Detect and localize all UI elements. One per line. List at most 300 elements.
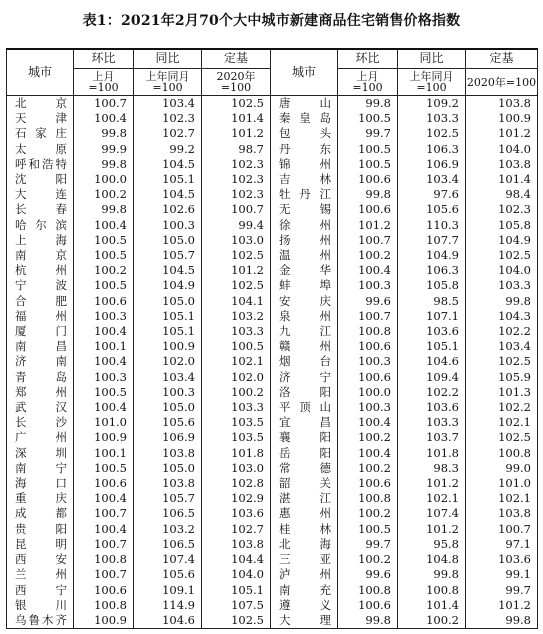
left-mom-value: 100.6 (74, 583, 134, 598)
left-fixed-value: 102.5 (202, 248, 271, 263)
right-fixed-value: 104.0 (466, 263, 538, 278)
table-row (7, 172, 538, 187)
left-yoy-value: 99.2 (134, 142, 202, 157)
left-mom-value: 100.4 (74, 218, 134, 233)
right-city-name: 湛江 (271, 491, 338, 506)
table-row (7, 370, 538, 385)
left-city-name: 重庆 (7, 491, 74, 506)
right-yoy-value: 109.4 (398, 370, 466, 385)
right-yoy-value: 107.1 (398, 309, 466, 324)
left-mom-value: 100.7 (74, 96, 134, 112)
left-fixed-value: 99.4 (202, 218, 271, 233)
left-fixed-value: 102.3 (202, 172, 271, 187)
left-city-name: 太原 (7, 142, 74, 157)
table-row (7, 552, 538, 567)
left-yoy-value: 105.6 (134, 567, 202, 582)
header-yoy-right: 同比 (398, 49, 466, 69)
left-yoy-value: 105.1 (134, 309, 202, 324)
left-city-name: 广州 (7, 430, 74, 445)
right-mom-value: 100.5 (338, 157, 398, 172)
right-mom-value: 100.8 (338, 491, 398, 506)
right-mom-value: 100.2 (338, 552, 398, 567)
table-row (7, 339, 538, 354)
left-mom-value: 100.7 (74, 567, 134, 582)
left-mom-value: 101.0 (74, 415, 134, 430)
right-city-name: 惠州 (271, 506, 338, 521)
left-mom-value: 100.4 (74, 400, 134, 415)
right-mom-value: 99.8 (338, 613, 398, 629)
left-yoy-value: 102.6 (134, 202, 202, 217)
left-mom-value: 100.4 (74, 111, 134, 126)
right-mom-value: 100.0 (338, 385, 398, 400)
right-yoy-value: 95.8 (398, 537, 466, 552)
right-mom-value: 100.2 (338, 248, 398, 263)
right-fixed-value: 101.2 (466, 598, 538, 613)
table-row (7, 111, 538, 126)
left-fixed-value: 101.8 (202, 446, 271, 461)
left-city-name: 天津 (7, 111, 74, 126)
table-row (7, 324, 538, 339)
table-row (7, 263, 538, 278)
table-row (7, 218, 538, 233)
left-mom-value: 100.4 (74, 522, 134, 537)
left-fixed-value: 104.0 (202, 567, 271, 582)
right-fixed-value: 99.8 (466, 294, 538, 309)
left-yoy-value: 100.3 (134, 218, 202, 233)
right-yoy-value: 103.3 (398, 415, 466, 430)
header-fixed-sub-right: 2020年=100 (466, 69, 538, 96)
right-mom-value: 99.6 (338, 294, 398, 309)
right-fixed-value: 101.0 (466, 476, 538, 491)
left-yoy-value: 102.0 (134, 354, 202, 369)
left-city-name: 合肥 (7, 294, 74, 309)
table-row (7, 96, 538, 112)
header-city-right: 城市 (271, 49, 338, 96)
right-city-name: 宜昌 (271, 415, 338, 430)
right-yoy-value: 103.4 (398, 172, 466, 187)
left-fixed-value: 103.8 (202, 537, 271, 552)
header-fixed-sub-left: 2020年 =100 (202, 69, 271, 96)
table-row (7, 522, 538, 537)
right-yoy-value: 102.1 (398, 491, 466, 506)
left-city-name: 北京 (7, 96, 74, 112)
right-city-name: 温州 (271, 248, 338, 263)
price-index-table (6, 48, 538, 629)
table-body (7, 96, 538, 629)
left-mom-value: 100.8 (74, 598, 134, 613)
right-fixed-value: 102.5 (466, 430, 538, 445)
right-fixed-value: 102.2 (466, 400, 538, 415)
right-city-name: 蚌埠 (271, 278, 338, 293)
left-fixed-value: 103.0 (202, 461, 271, 476)
right-mom-value: 99.6 (338, 567, 398, 582)
right-fixed-value: 99.7 (466, 583, 538, 598)
right-yoy-value: 101.2 (398, 476, 466, 491)
left-city-name: 长沙 (7, 415, 74, 430)
table-row (7, 506, 538, 521)
right-fixed-value: 102.1 (466, 491, 538, 506)
left-fixed-value: 100.7 (202, 202, 271, 217)
right-mom-value: 100.8 (338, 583, 398, 598)
table-row (7, 461, 538, 476)
left-mom-value: 100.1 (74, 446, 134, 461)
header-mom-sub-left: 上月 =100 (74, 69, 134, 96)
left-city-name: 兰州 (7, 567, 74, 582)
right-city-name: 常德 (271, 461, 338, 476)
left-city-name: 南宁 (7, 461, 74, 476)
right-yoy-value: 104.9 (398, 248, 466, 263)
table-row (7, 430, 538, 445)
right-fixed-value: 98.4 (466, 187, 538, 202)
right-yoy-value: 103.3 (398, 111, 466, 126)
right-fixed-value: 103.8 (466, 96, 538, 112)
right-mom-value: 100.5 (338, 111, 398, 126)
table-row (7, 613, 538, 629)
table-title: 表1：2021年2月70个大中城市新建商品住宅销售价格指数 (82, 13, 461, 29)
right-yoy-value: 110.3 (398, 218, 466, 233)
left-yoy-value: 103.2 (134, 522, 202, 537)
left-fixed-value: 102.5 (202, 613, 271, 629)
right-yoy-value: 98.3 (398, 461, 466, 476)
left-city-name: 石家庄 (7, 126, 74, 141)
right-city-name: 徐州 (271, 218, 338, 233)
right-city-name: 九江 (271, 324, 338, 339)
right-mom-value: 100.5 (338, 142, 398, 157)
left-yoy-value: 102.3 (134, 111, 202, 126)
left-mom-value: 100.7 (74, 506, 134, 521)
left-mom-value: 100.7 (74, 537, 134, 552)
left-yoy-value: 104.6 (134, 613, 202, 629)
left-city-name: 沈阳 (7, 172, 74, 187)
right-yoy-value: 106.3 (398, 263, 466, 278)
right-yoy-value: 102.2 (398, 385, 466, 400)
left-city-name: 南京 (7, 248, 74, 263)
left-fixed-value: 102.5 (202, 96, 271, 112)
left-fixed-value: 102.3 (202, 187, 271, 202)
left-fixed-value: 103.3 (202, 400, 271, 415)
left-mom-value: 100.6 (74, 476, 134, 491)
left-fixed-value: 101.4 (202, 111, 271, 126)
right-yoy-value: 107.7 (398, 233, 466, 248)
left-yoy-value: 105.0 (134, 294, 202, 309)
right-fixed-value: 101.4 (466, 172, 538, 187)
table-row (7, 446, 538, 461)
right-fixed-value: 102.1 (466, 415, 538, 430)
left-mom-value: 100.5 (74, 278, 134, 293)
right-mom-value: 100.4 (338, 415, 398, 430)
table-row (7, 294, 538, 309)
right-mom-value: 100.3 (338, 278, 398, 293)
header-fixed-left: 定基 (202, 49, 271, 69)
left-yoy-value: 104.5 (134, 157, 202, 172)
table-row (7, 415, 538, 430)
right-fixed-value: 99.1 (466, 567, 538, 582)
right-mom-value: 101.2 (338, 218, 398, 233)
right-mom-value: 100.6 (338, 202, 398, 217)
left-city-name: 济南 (7, 354, 74, 369)
left-fixed-value: 102.7 (202, 522, 271, 537)
header-yoy-left: 同比 (134, 49, 202, 69)
left-yoy-value: 103.8 (134, 446, 202, 461)
right-fixed-value: 103.4 (466, 339, 538, 354)
left-yoy-value: 100.9 (134, 339, 202, 354)
left-mom-value: 99.8 (74, 157, 134, 172)
right-yoy-value: 98.5 (398, 294, 466, 309)
left-fixed-value: 103.5 (202, 415, 271, 430)
left-city-name: 郑州 (7, 385, 74, 400)
right-city-name: 大理 (271, 613, 338, 629)
right-fixed-value: 100.9 (466, 111, 538, 126)
right-fixed-value: 103.3 (466, 278, 538, 293)
right-mom-value: 100.6 (338, 370, 398, 385)
right-city-name: 扬州 (271, 233, 338, 248)
left-fixed-value: 100.5 (202, 339, 271, 354)
right-yoy-value: 102.5 (398, 126, 466, 141)
left-mom-value: 100.0 (74, 172, 134, 187)
left-mom-value: 100.1 (74, 339, 134, 354)
right-city-name: 包头 (271, 126, 338, 141)
right-fixed-value: 100.8 (466, 446, 538, 461)
left-mom-value: 100.5 (74, 461, 134, 476)
right-city-name: 秦皇岛 (271, 111, 338, 126)
right-mom-value: 100.6 (338, 476, 398, 491)
right-city-name: 襄阳 (271, 430, 338, 445)
left-fixed-value: 103.5 (202, 430, 271, 445)
table-row (7, 583, 538, 598)
table-row (7, 157, 538, 172)
left-city-name: 成都 (7, 506, 74, 521)
table-row (7, 233, 538, 248)
right-fixed-value: 103.8 (466, 506, 538, 521)
left-yoy-value: 102.7 (134, 126, 202, 141)
table-row (7, 491, 538, 506)
left-yoy-value: 114.9 (134, 598, 202, 613)
left-mom-value: 100.9 (74, 613, 134, 629)
right-fixed-value: 100.7 (466, 522, 538, 537)
right-yoy-value: 103.6 (398, 324, 466, 339)
right-mom-value: 100.6 (338, 598, 398, 613)
left-fixed-value: 102.0 (202, 370, 271, 385)
right-fixed-value: 99.0 (466, 461, 538, 476)
left-mom-value: 100.8 (74, 552, 134, 567)
right-city-name: 三亚 (271, 552, 338, 567)
right-yoy-value: 104.6 (398, 354, 466, 369)
right-yoy-value: 101.4 (398, 598, 466, 613)
right-mom-value: 99.8 (338, 187, 398, 202)
right-yoy-value: 107.4 (398, 506, 466, 521)
right-city-name: 泸州 (271, 567, 338, 582)
header-mom-left: 环比 (74, 49, 134, 69)
left-fixed-value: 102.5 (202, 278, 271, 293)
right-mom-value: 100.7 (338, 233, 398, 248)
left-fixed-value: 103.3 (202, 324, 271, 339)
right-city-name: 济宁 (271, 370, 338, 385)
left-mom-value: 100.9 (74, 430, 134, 445)
right-fixed-value: 99.8 (466, 613, 538, 629)
left-mom-value: 100.4 (74, 491, 134, 506)
left-yoy-value: 103.8 (134, 476, 202, 491)
left-city-name: 银川 (7, 598, 74, 613)
left-city-name: 福州 (7, 309, 74, 324)
left-mom-value: 100.3 (74, 370, 134, 385)
right-city-name: 韶关 (271, 476, 338, 491)
right-city-name: 北海 (271, 537, 338, 552)
right-city-name: 洛阳 (271, 385, 338, 400)
left-yoy-value: 105.7 (134, 491, 202, 506)
left-yoy-value: 103.4 (134, 96, 202, 112)
right-fixed-value: 104.3 (466, 309, 538, 324)
left-yoy-value: 107.4 (134, 552, 202, 567)
table-row (7, 248, 538, 263)
left-fixed-value: 102.3 (202, 157, 271, 172)
left-yoy-value: 103.4 (134, 370, 202, 385)
left-city-name: 上海 (7, 233, 74, 248)
right-city-name: 无锡 (271, 202, 338, 217)
right-yoy-value: 100.8 (398, 583, 466, 598)
right-yoy-value: 101.2 (398, 522, 466, 537)
left-mom-value: 100.5 (74, 233, 134, 248)
left-mom-value: 100.5 (74, 385, 134, 400)
table-row (7, 567, 538, 582)
left-fixed-value: 107.5 (202, 598, 271, 613)
left-mom-value: 99.8 (74, 202, 134, 217)
header-mom-sub-right: 上月 =100 (338, 69, 398, 96)
header-mom-right: 环比 (338, 49, 398, 69)
table-row (7, 385, 538, 400)
right-mom-value: 100.6 (338, 172, 398, 187)
left-fixed-value: 101.2 (202, 263, 271, 278)
right-yoy-value: 103.6 (398, 400, 466, 415)
right-city-name: 锦州 (271, 157, 338, 172)
right-mom-value: 100.7 (338, 309, 398, 324)
right-mom-value: 100.3 (338, 354, 398, 369)
right-city-name: 唐山 (271, 96, 338, 112)
right-yoy-value: 101.8 (398, 446, 466, 461)
left-city-name: 西安 (7, 552, 74, 567)
left-mom-value: 100.4 (74, 324, 134, 339)
right-fixed-value: 102.2 (466, 324, 538, 339)
left-city-name: 贵阳 (7, 522, 74, 537)
left-city-name: 海口 (7, 476, 74, 491)
right-city-name: 南充 (271, 583, 338, 598)
right-yoy-value: 105.8 (398, 278, 466, 293)
table-row (7, 309, 538, 324)
right-fixed-value: 104.9 (466, 233, 538, 248)
left-city-name: 长春 (7, 202, 74, 217)
right-yoy-value: 106.3 (398, 142, 466, 157)
right-city-name: 烟台 (271, 354, 338, 369)
left-yoy-value: 105.7 (134, 248, 202, 263)
left-mom-value: 100.4 (74, 354, 134, 369)
left-city-name: 武汉 (7, 400, 74, 415)
left-fixed-value: 102.1 (202, 354, 271, 369)
left-yoy-value: 104.5 (134, 187, 202, 202)
right-fixed-value: 102.5 (466, 354, 538, 369)
right-city-name: 桂林 (271, 522, 338, 537)
left-yoy-value: 109.1 (134, 583, 202, 598)
left-city-name: 南昌 (7, 339, 74, 354)
right-fixed-value: 105.9 (466, 370, 538, 385)
left-fixed-value: 102.9 (202, 491, 271, 506)
left-yoy-value: 106.5 (134, 506, 202, 521)
right-city-name: 牡丹江 (271, 187, 338, 202)
right-city-name: 吉林 (271, 172, 338, 187)
left-fixed-value: 102.8 (202, 476, 271, 491)
right-fixed-value: 101.3 (466, 385, 538, 400)
header-yoy-sub-left: 上年同月 =100 (134, 69, 202, 96)
right-city-name: 安庆 (271, 294, 338, 309)
right-mom-value: 100.4 (338, 263, 398, 278)
left-yoy-value: 104.5 (134, 263, 202, 278)
left-fixed-value: 101.2 (202, 126, 271, 141)
right-mom-value: 99.7 (338, 537, 398, 552)
left-yoy-value: 105.0 (134, 233, 202, 248)
left-mom-value: 100.2 (74, 263, 134, 278)
left-city-name: 宁波 (7, 278, 74, 293)
table-row (7, 354, 538, 369)
left-mom-value: 99.8 (74, 126, 134, 141)
right-city-name: 金华 (271, 263, 338, 278)
left-city-name: 青岛 (7, 370, 74, 385)
left-fixed-value: 105.1 (202, 583, 271, 598)
right-yoy-value: 106.9 (398, 157, 466, 172)
right-city-name: 丹东 (271, 142, 338, 157)
left-fixed-value: 104.4 (202, 552, 271, 567)
left-mom-value: 100.2 (74, 187, 134, 202)
table-row (7, 400, 538, 415)
right-city-name: 平顶山 (271, 400, 338, 415)
left-fixed-value: 100.2 (202, 385, 271, 400)
right-mom-value: 99.8 (338, 96, 398, 112)
left-yoy-value: 104.9 (134, 278, 202, 293)
right-mom-value: 100.4 (338, 446, 398, 461)
left-city-name: 乌鲁木齐 (7, 613, 74, 629)
right-yoy-value: 103.7 (398, 430, 466, 445)
right-city-name: 泉州 (271, 309, 338, 324)
left-yoy-value: 105.6 (134, 415, 202, 430)
right-fixed-value: 103.8 (466, 157, 538, 172)
right-mom-value: 100.5 (338, 522, 398, 537)
left-yoy-value: 105.0 (134, 400, 202, 415)
left-fixed-value: 103.6 (202, 506, 271, 521)
header-yoy-sub-right: 上年同月 =100 (398, 69, 466, 96)
left-yoy-value: 106.9 (134, 430, 202, 445)
table-row (7, 142, 538, 157)
table-row (7, 126, 538, 141)
left-fixed-value: 103.0 (202, 233, 271, 248)
right-fixed-value: 104.0 (466, 142, 538, 157)
right-mom-value: 100.2 (338, 430, 398, 445)
left-mom-value: 100.3 (74, 309, 134, 324)
right-mom-value: 100.3 (338, 400, 398, 415)
left-mom-value: 100.5 (74, 248, 134, 263)
left-yoy-value: 105.1 (134, 172, 202, 187)
left-city-name: 哈尔滨 (7, 218, 74, 233)
right-yoy-value: 104.8 (398, 552, 466, 567)
right-yoy-value: 109.2 (398, 96, 466, 112)
right-fixed-value: 101.2 (466, 126, 538, 141)
right-mom-value: 100.6 (338, 339, 398, 354)
right-fixed-value: 97.1 (466, 537, 538, 552)
left-yoy-value: 105.0 (134, 461, 202, 476)
left-yoy-value: 100.3 (134, 385, 202, 400)
left-city-name: 呼和浩特 (7, 157, 74, 172)
left-fixed-value: 104.1 (202, 294, 271, 309)
header-city-left: 城市 (7, 49, 74, 96)
left-city-name: 大连 (7, 187, 74, 202)
table-row (7, 537, 538, 552)
left-yoy-value: 105.1 (134, 324, 202, 339)
